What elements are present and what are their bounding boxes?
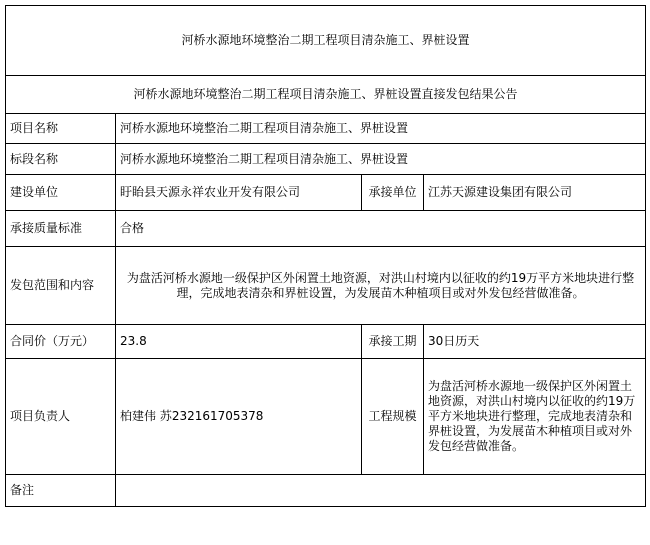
- scope-text: 为盘活河桥水源地一级保护区外闲置土地资源，对洪山村境内以征收的约19万平方米地块进行整理，完成地表清杂和界桩设置，为发展苗木种植项目或对外发包经营做准备。: [126, 270, 635, 300]
- section-name-label: 标段名称: [6, 144, 116, 175]
- page-title: 河桥水源地环境整治二期工程项目清杂施工、界桩设置: [6, 6, 646, 76]
- table-row: [6, 325, 646, 359]
- period-value: 30日历天: [424, 325, 646, 359]
- scope-value: [116, 247, 646, 325]
- contractor-label: 承接单位: [362, 175, 424, 211]
- quality-value: 合格: [116, 211, 646, 247]
- table-row: [6, 211, 646, 247]
- scope-label: 发包范围和内容: [6, 247, 116, 325]
- builder-label: 建设单位: [6, 175, 116, 211]
- quality-label: 承接质量标准: [6, 211, 116, 247]
- manager-value: 柏建伟 苏232161705378: [116, 359, 362, 475]
- remarks-value: [116, 475, 646, 507]
- price-label: 合同价（万元）: [6, 325, 116, 359]
- project-name-value: 河桥水源地环境整治二期工程项目清杂施工、界桩设置: [116, 114, 646, 144]
- table-row: [6, 475, 646, 507]
- spec-text: 为盘活河桥水源地一级保护区外闲置土地资源，对洪山村境内以征收的约19万平方米地块进行整理，完成地表清杂和界桩设置，为发展苗木种植项目或对外发包经营做准备。: [428, 379, 636, 453]
- announcement-table: [5, 5, 646, 507]
- table-row: [6, 114, 646, 144]
- builder-value: 盱眙县天源永祥农业开发有限公司: [116, 175, 362, 211]
- spec-value: [424, 359, 646, 475]
- project-name-label: 项目名称: [6, 114, 116, 144]
- period-label: 承接工期: [362, 325, 424, 359]
- contractor-value: 江苏天源建设集团有限公司: [424, 175, 646, 211]
- manager-label: 项目负责人: [6, 359, 116, 475]
- table-row: [6, 247, 646, 325]
- spec-label: 工程规模: [362, 359, 424, 475]
- announcement-subtitle: 河桥水源地环境整治二期工程项目清杂施工、界桩设置直接发包结果公告: [6, 76, 646, 114]
- remarks-label: 备注: [6, 475, 116, 507]
- table-row: [6, 359, 646, 475]
- section-name-value: 河桥水源地环境整治二期工程项目清杂施工、界桩设置: [116, 144, 646, 175]
- table-row: [6, 175, 646, 211]
- table-row: [6, 144, 646, 175]
- price-value: 23.8: [116, 325, 362, 359]
